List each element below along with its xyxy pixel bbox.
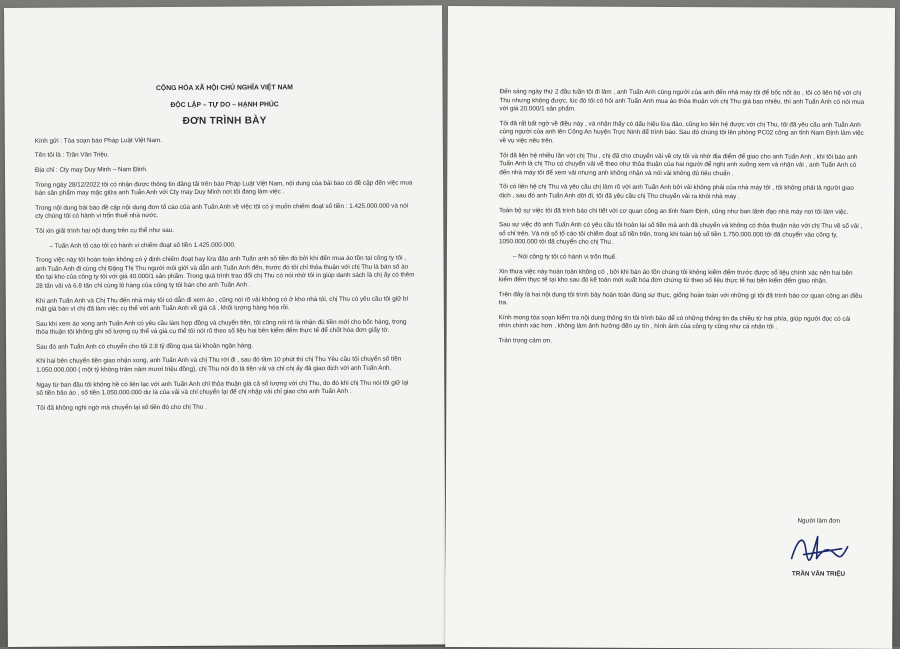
paragraph: Trong nội dung bài báo đề cập nội dung đơn tố cáo của anh Tuấn Anh về việc tôi có ý muốn chiếm đoạt số tiền : 1.425.000.000 và nói cty chúng tôi có hành vi trốn thuế nhà nước. bbox=[35, 202, 409, 221]
paragraph: Tôi có liên hệ chị Thu và yêu cầu chị làm rõ với anh Tuấn Anh bởi vải không phải của nhà máy tôi , tôi không phải là người giao dịch , sau đó anh Tuấn Anh dời đi, tôi đã yêu cầu chị Thu chuyển vải ra khỏi nhà máy . bbox=[499, 183, 854, 201]
paragraph: Sau đó anh Tuấn Anh có chuyển cho tôi 2.8 tỷ đồng qua tài khoản ngân hàng. bbox=[36, 342, 254, 351]
paragraph: Tôi đã không nghi ngờ mà chuyển lại số tiền đó cho chị Thu . bbox=[36, 403, 207, 412]
bullet-text: Nói công ty tôi có hành vi trốn thuế. bbox=[518, 253, 617, 261]
bullet-item: – Nói công ty tôi có hành vi trốn thuế. bbox=[512, 253, 617, 261]
paragraph: Sau khi xem áo xong anh Tuấn Anh có yêu cầu làm hợp đồng và chuyển tiền, tôi cũng nói rõ là nhận đủ tiền mới cho bốc hàng, trong thỏa thuận tôi không ghi số lượng cụ thể và giá cụ thể tôi nói rõ theo số liệu hai bên kiểm đếm thực tế để chốt hóa đơn giấy tờ. bbox=[35, 318, 407, 337]
address-line: Địa chỉ : Cty may Duy Minh – Nam Định. bbox=[34, 166, 148, 174]
paragraph: Trên đây là hai nội dung tôi trình bày hoàn toàn đúng sự thực, giống hoàn toàn với những gì tôi đã trình báo cơ quan công an điều tra. bbox=[498, 290, 863, 307]
paragraph: Tôi đã liên hệ nhiều lần với chị Thu , chị đã cho chuyển vải về cty tôi và nhờ địa điểm để giao cho anh Tuấn Anh , khi tôi báo anh Tuấn Anh là chị Thu có chuyển vải về theo như thỏa thuận của hai người để nghị anh xuống xem và nhận vải , anh Tuấn Anh có đến nhà máy tôi để xem vải nhưng anh không nhận và nói vải không đủ tiêu chuẩn . bbox=[499, 151, 858, 177]
paragraph: Tôi đã rất bất ngờ về điều này , và nhận thấy có dấu hiệu lừa đảo, cũng ko liên hệ được với chị Thu, tôi đã yêu cầu anh Tuấn Anh cùng người của anh lên Công An huyện Trực Ninh để trình báo. Sau đó chúng tôi lên phòng PC02 công an tỉnh Nam Định làm việc về vụ việc nêu trên. bbox=[499, 120, 864, 145]
document-title: ĐƠN TRÌNH BÀY bbox=[182, 115, 267, 128]
paragraph: Sau sự việc đó anh Tuấn Anh có yêu cầu tôi hoàn lại số tiền mà anh đã chuyển và không có thỏa thuận nào với chị Thu về số vải , số chỉ trên. Và nói số tố cáo tôi chiếm đoạt số tiền trên, trong khi toàn bộ số tiền 1.750.000.000 tôi đã chuyển vào công ty, 1050.000.000 tôi đã chuyển cho chị Thu . bbox=[498, 221, 863, 247]
paragraph: Ngay từ ban đầu tôi không hề có liên lạc với anh Tuấn Anh chỉ thỏa thuận giá cả số lượng với chị Thu, do đó khi chị Thu nói tôi giữ lại số tiền bảo áo , số tiền 1.050.000.000 dư là của vải và chỉ chuyển lại để chị nhập vải chỉ giao cho anh Tuấn Anh . bbox=[36, 379, 409, 398]
signature-icon bbox=[784, 528, 854, 568]
signature-block bbox=[764, 517, 874, 577]
bullet-text: Tuấn Anh tố cáo tôi có hành vi chiếm đoạt số tiền 1.425.000.000. bbox=[54, 241, 236, 250]
paragraph: Đến sáng ngày thứ 2 đầu tuần tôi đi làm , anh Tuấn Anh cùng người của anh đến nhà máy tôi để bốc nốt áo , tôi có liên hệ với chị Thu nhưng không được, lúc đó tôi có hỏi anh Tuấn Anh mua áo thỏa thuận với chị Thu giá bao nhiêu, thì anh Tuấn Anh có nói mua với giá 20.000/1 sản phẩm. bbox=[499, 88, 865, 113]
bullet-item: – Tuấn Anh tố cáo tôi có hành vi chiếm đoạt số tiền 1.425.000.000. bbox=[49, 241, 236, 250]
paragraph: Xin thưa việc này hoàn toàn không có , bởi khi bán áo tồn chúng tôi không kiểm đếm trước được số liệu chính xác nên hai bên kiểm đếm thực tế tại kho sau đó kế toán mới xuất hóa đơn chứng từ theo số liệu thực tế hai bên kiểm đếm giao nhận. bbox=[498, 267, 853, 285]
paragraph: Tôi xin giải trình hai nội dung trên cụ thể như sau. bbox=[35, 226, 175, 235]
paragraph: Kính mong tòa soạn kiểm tra nội dung thông tin tôi trình báo để có những thông tin đa chiều từ hai phía, giúp người đọc có cái nhìn chính xác hơn , không làm ảnh hưởng đến uy tín , hình ảnh của công ty cũng như cá nhân tôi . bbox=[498, 314, 851, 331]
paragraph: Trong việc này tôi hoàn toàn không có ý định chiếm đoạt hay lừa đảo anh Tuấn anh số tiền đó bởi khi đến mua áo tồn tại công ty tôi , anh Tuấn Anh đi cùng chị Đặng Thị Thu người môi giới và dẫn anh Tuấn Anh đến, trước đó tôi chỉ thỏa thuận với chị Thu là bán số áo tồn tại kho của công ty tôi với giá 40.000/1 sản phẩm. Trong quá trình trao đổi chị Thu có nói nhờ tôi in giúp danh sách là chị ấy có thêm 28 tấn vải và 6.8 tấn chỉ cùng lô hàng của công ty tôi bán cho anh Tuấn Anh . bbox=[35, 254, 415, 290]
document-page-right bbox=[445, 6, 895, 649]
name-line: Tên tôi là : Trần Văn Triệu. bbox=[34, 151, 110, 160]
national-motto: ĐỘC LẬP – TỰ DO – HẠNH PHÚC bbox=[170, 100, 279, 109]
document-page-left bbox=[4, 5, 446, 647]
recipient-line: Kính gửi : Tòa soạn báo Pháp Luật Việt Nam. bbox=[34, 136, 163, 145]
national-title: CỘNG HÒA XÃ HỘI CHỦ NGHĨA VIỆT NAM bbox=[155, 84, 293, 93]
paragraph: Khi hai bên chuyển tiền giao nhận xong, anh Tuấn Anh và chị Thu rời đi , sau đó tầm 10 phút thì chị Thu Yêu cầu tôi chuyển số tiền 1.050.000.000 ( một tỷ không trăm năm mươi triệu đồng), chị Thu nói đó là tiền vải và chỉ chị ấy đã giao dịch với anh Tuấn Anh. bbox=[36, 356, 402, 374]
signer-name: TRẦN VĂN TRIỆU bbox=[791, 570, 846, 578]
right-page-content bbox=[498, 88, 864, 353]
paragraph: Trân trọng cảm ơn. bbox=[498, 337, 553, 345]
left-page-content bbox=[34, 75, 416, 419]
paragraph: Khi anh Tuấn Anh và Chị Thu đến nhà máy tôi có dẫn đi xem áo , cũng nói rõ vải không có ở kho nhà tôi, chị Thu có yêu cầu tôi giữ bí mật giá bán vì chị đã làm việc cụ thể với anh Tuấn Anh về giá cả , khối lượng hàng hóa rồi. bbox=[35, 295, 409, 313]
signer-label: Người làm đơn bbox=[797, 517, 841, 525]
paragraph: Toàn bộ sự việc tôi đã trình báo chi tiết với cơ quan công an tỉnh Nam Định, cũng như ban lãnh đạo nhà máy nơi tôi làm việc. bbox=[499, 206, 849, 216]
paragraph: Trong ngày 28/12/2022 tôi có nhận được thông tin đăng tải trên báo Pháp Luật Việt Nam, nội dung của bài báo có đề cập đến việc mua bán sản phẩm may mặc giữa anh Tuấn Anh với Cty may Duy Minh nơi tôi đang làm việc . bbox=[35, 179, 413, 197]
